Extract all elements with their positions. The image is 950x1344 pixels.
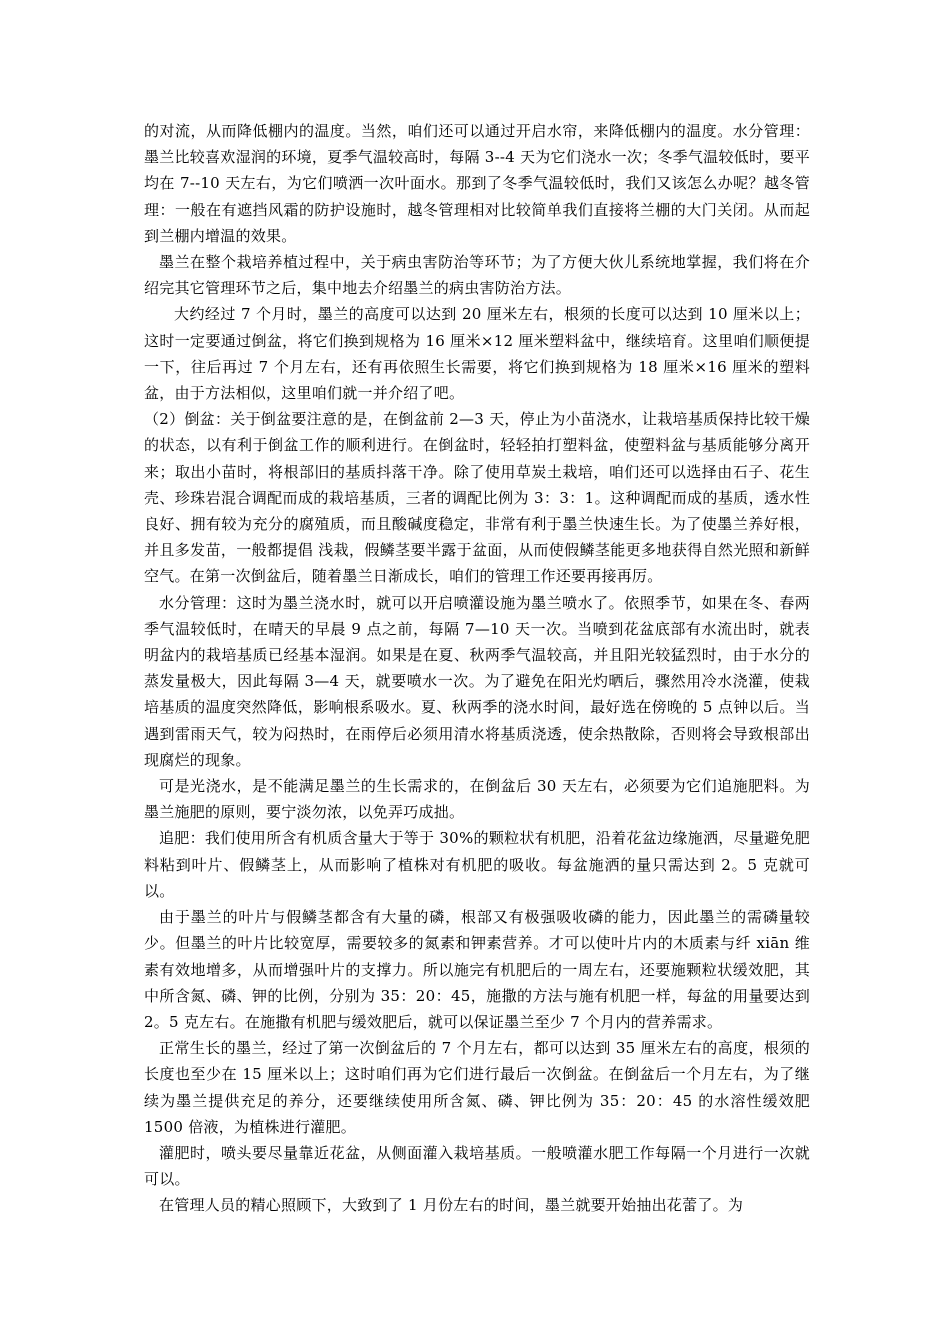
paragraph-water-management: 水分管理：这时为墨兰浇水时，就可以开启喷灌设施为墨兰喷水了。依照季节，如果在冬、春两季气温较低时，在晴天的早晨 9 点之前，每隔 7—10 天一次。当喷到花盆底部有水流出时，就表明盆内的栽培基质已经基本湿润。如果是在夏、秋两季气温较高，并且阳光较猛烈时，由于水分的蒸发量极大，因此每隔 3—4 天，就要喷水一次。为了避免在阳光灼晒后，骤然用冷水浇灌，使栽培基质的温度突然降低，影响根系吸水。夏、秋两季的浇水时间，最好选在傍晚的 5 点钟以后。当遇到雷雨天气，较为闷热时，在雨停后必须用清水将基质浇透，使余热散除，否则将会导致根部出现腐烂的现象。	[144, 593, 810, 769]
paragraph-nutrient-needs: 由于墨兰的叶片与假鳞茎都含有大量的磷，根部又有极强吸收磷的能力，因此墨兰的需磷量较少。但墨兰的叶片比较宽厚，需要较多的氮素和钾素营养。才可以使叶片内的木质素与纤 xiān 维素有效地增多，从而增强叶片的支撑力。所以施完有机肥后的一周左右，还要施颗粒状缓效肥，其中所含氮、磷、钾的比例，分别为 35：20：45，施撒的方法与施有机肥一样，每盆的用量要达到 2。5 克左右。在施撒有机肥与缓效肥后，就可以保证墨兰至少 7 个月内的营养需求。	[144, 908, 810, 1031]
paragraph-seven-months-growth: 大约经过 7 个月时，墨兰的高度可以达到 20 厘米左右，根须的长度可以达到 10 厘米以上；这时一定要通过倒盆，将它们换到规格为 16 厘米×12 厘米塑料盆中，继续培育。这里咱们顺便提一下，往后再过 7 个月左右，还有再依照生长需要，将它们换到规格为 18 厘米×16 厘米的塑料盆，由于方法相似，这里咱们就一并介绍了吧。	[144, 305, 810, 403]
document-body	[144, 118, 810, 1219]
paragraph-top-dressing: 追肥：我们使用所含有机质含量大于等于 30%的颗粒状有机肥，沿着花盆边缘施洒，尽量避免肥料粘到叶片、假鳞茎上，从而影响了植株对有机肥的吸收。每盆施洒的量只需达到 2。5 克就可以。	[144, 829, 810, 900]
paragraph-ventilation-water-winter: 的对流，从而降低棚内的温度。当然，咱们还可以通过开启水帘，来降低棚内的温度。水分管理：墨兰比较喜欢湿润的环境，夏季气温较高时，每隔 3--4 天为它们浇水一次；冬季气温较低时，要平均在 7--10 天左右，为它们喷洒一次叶面水。那到了冬季气温较低时，我们又该怎么办呢？越冬管理：一般在有遮挡风霜的防护设施时，越冬管理相对比较简单我们直接将兰棚的大门关闭。从而起到兰棚内增温的效果。	[144, 122, 810, 245]
paragraph-fertilizer-principle: 可是光浇水，是不能满足墨兰的生长需求的，在倒盆后 30 天左右，必须要为它们追施肥料。为墨兰施肥的原则，要宁淡勿浓，以免弄巧成拙。	[144, 777, 810, 822]
paragraph-irrigation-fertilizing: 灌肥时，喷头要尽量靠近花盆，从侧面灌入栽培基质。一般喷灌水肥工作每隔一个月进行一次就可以。	[144, 1143, 810, 1189]
paragraph-final-repotting: 正常生长的墨兰，经过了第一次倒盆后的 7 个月左右，都可以达到 35 厘米左右的高度，根须的长度也至少在 15 厘米以上；这时咱们再为它们进行最后一次倒盆。在倒盆后一个月左右，为了继续为墨兰提供充足的养分，还要继续使用所含氮、磷、钾比例为 35：20：45 的水溶性缓效肥 1500 倍液，为植株进行灌肥。	[144, 1039, 810, 1136]
paragraph-flower-buds: 在管理人员的精心照顾下，大致到了 1 月份左右的时间，墨兰就要开始抽出花蕾了。为	[159, 1196, 744, 1215]
paragraph-repotting: （2）倒盆：关于倒盆要注意的是，在倒盆前 2—3 天，停止为小苗浇水，让栽培基质保持比较干燥的状态，以有利于倒盆工作的顺利进行。在倒盆时，轻轻拍打塑料盆，使塑料盆与基质能够分离开来；取出小苗时，将根部旧的基质抖落干净。除了使用草炭土栽培，咱们还可以选择由石子、花生壳、珍珠岩混合调配而成的栽培基质，三者的调配比例为 3：3：1。这种调配而成的基质，透水性良好、拥有较为充分的腐殖质，而且酸碱度稳定，非常有利于墨兰快速生长。为了使墨兰养好根，并且多发苗，一般都提倡 浅栽，假鳞茎要半露于盆面，从而使假鳞茎能更多地获得自然光照和新鲜空气。在第一次倒盆后，随着墨兰日渐成长，咱们的管理工作还要再接再厉。	[144, 410, 810, 586]
paragraph-pest-control-intro: 墨兰在整个栽培养植过程中，关于病虫害防治等环节；为了方便大伙儿系统地掌握，我们将在介绍完其它管理环节之后，集中地去介绍墨兰的病虫害防治方法。	[144, 253, 810, 298]
